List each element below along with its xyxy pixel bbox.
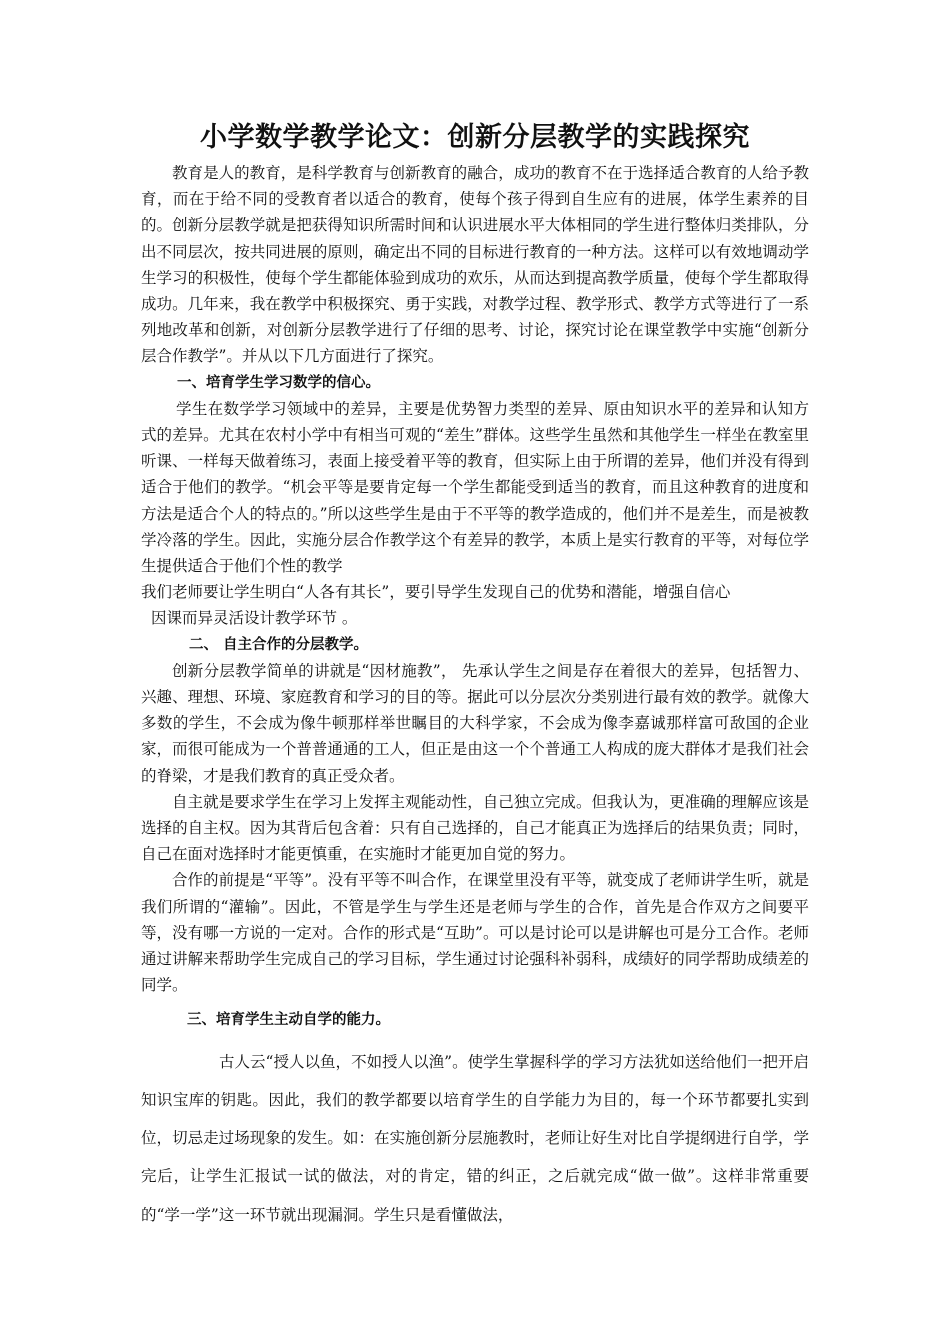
section-2-heading: 二、 自主合作的分层教学。: [189, 636, 369, 653]
document-title: 小学数学教学论文：创新分层教学的实践探究: [200, 122, 750, 153]
section-1-heading: 一、培育学生学习数学的信心。: [177, 374, 380, 391]
section-1-paragraph: 学生在数学学习领域中的差异，主要是优势智力类型的差异、原由知识水平的差异和认知方式的差异。尤其在农村小学中有相当可观的“差生”群体。这些学生虽然和其他学生一样坐在教室里听课、一样每天做着练习，表面上接受着平等的教育，但实际上由于所谓的差异，他们并没有得到适合于他们的教学。“机会平等是要肯定每一个学生都能受到适当的教育，而且这种教育的进度和方法是适合个人的特点的。”所以这些学生是由于不平等的教学造成的，他们并不是差生，而是被教学冷落的学生。因此，实施分层合作教学这个有差异的教学，本质上是实行教育的平等，对每位学生提供适合于他们个性的教学: [141, 399, 809, 576]
section-1-paragraph-continued: 我们老师要让学生明白“人各有其长”，要引导学生发现自己的优势和潜能，增强自信心: [141, 583, 731, 602]
section-2-paragraph-1: 创新分层教学简单的讲就是“因材施教”， 先承认学生之间是存在着很大的差异，包括智力、兴趣、理想、环境、家庭教育和学习的目的等。据此可以分层次分类别进行最有效的教学。就像大多数的学生，不会成为像牛顿那样举世瞩目的大科学家，不会成为像李嘉诚那样富可敌国的企业家，而很可能成为一个普普通通的工人，但正是由这一个个普通工人构成的庞大群体才是我们社会的脊梁，才是我们教育的真正受众者。: [141, 661, 809, 785]
section-3-paragraph: 古人云“授人以鱼，不如授人以渔”。使学生掌握科学的学习方法犹如送给他们一把开启知识宝库的钥匙。因此，我们的教学都要以培育学生的自学能力为目的，每一个环节都要扎实到位，切忌走过场现象的发生。如：在实施创新分层施教时，老师让好生对比自学提纲进行自学，学完后，让学生汇报试一试的做法，对的肯定，错的纠正，之后就完成“做一做”。这样非常重要的“学一学”这一环节就出现漏洞。学生只是看懂做法，: [141, 1052, 809, 1224]
section-2-paragraph-3: 合作的前提是“平等”。没有平等不叫合作，在课堂里没有平等，就变成了老师讲学生听，就是我们所谓的“灌输”。因此，不管是学生与学生还是老师与学生的合作，首先是合作双方之间要平等，没有哪一方说的一定对。合作的形式是“互助”。可以是讨论可以是讲解也可是分工合作。老师通过讲解来帮助学生完成自己的学习目标，学生通过讨论强科补弱科，成绩好的同学帮助成绩差的同学。: [141, 871, 809, 995]
section-2-paragraph-2: 自主就是要求学生在学习上发挥主观能动性，自己独立完成。但我认为，更准确的理解应该是选择的自主权。因为其背后包含着：只有自己选择的，自己才能真正为选择后的结果负责；同时，自己在面对选择时才能更慎重，在实施时才能更加自觉的努力。: [141, 792, 809, 864]
section-1-closing-line: 因课而异灵活设计教学环节 。: [151, 609, 358, 628]
section-3-heading: 三、培育学生主动自学的能力。: [187, 1011, 390, 1028]
document-body: [141, 160, 809, 1234]
intro-paragraph: 教育是人的教育，是科学教育与创新教育的融合，成功的教育不在于选择适合教育的人给予教育，而在于给不同的受教育者以适合的教育，使每个孩子得到自生应有的进展，体学生素养的目的。创新分层教学就是把获得知识所需时间和认识进展水平大体相同的学生进行整体归类排队，分出不同层次，按共同进展的原则，确定出不同的目标进行教育的一种方法。这样可以有效地调动学生学习的积极性，使每个学生都能体验到成功的欢乐，从而达到提高教学质量，使每个学生都取得成功。几年来，我在教学中积极探究、勇于实践，对教学过程、教学形式、教学方式等进行了一系列地改革和创新，对创新分层教学进行了仔细的思考、讨论，探究讨论在课堂教学中实施“创新分层合作教学”。并从以下几方面进行了探究。: [141, 164, 809, 366]
